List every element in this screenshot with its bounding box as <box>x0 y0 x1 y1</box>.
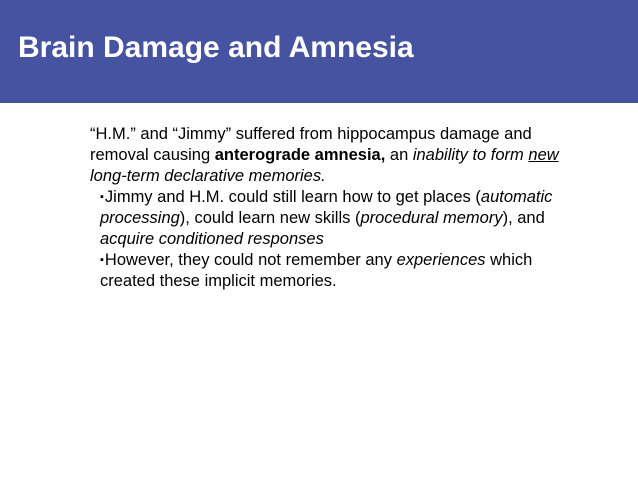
main-paragraph-italic-text-2: long-term declarative memories. <box>90 167 326 185</box>
slide-title: Brain Damage and Amnesia <box>18 31 414 64</box>
bullet2-italic-1: experiences <box>396 251 486 269</box>
square-bullet-icon: ▪ <box>100 191 104 203</box>
main-paragraph-text-2: an <box>385 146 413 164</box>
bullet1-text-2: ), could learn new skills ( <box>179 209 361 227</box>
bullet1-italic-1: automatic processing <box>100 188 553 227</box>
bullet2-text-2: which created these implicit memories. <box>100 251 533 290</box>
sub-bullet-item-2 <box>100 250 570 292</box>
main-paragraph-text-1: “H.M.” and “Jimmy” suffered from hippocampus damage and removal causing <box>90 125 532 164</box>
sub-bullet-list <box>90 187 570 292</box>
main-paragraph <box>90 124 570 187</box>
slide-content <box>90 124 570 292</box>
bullet2-text-1: However, they could not remember any <box>104 251 397 269</box>
square-bullet-icon: ▪ <box>100 254 104 266</box>
title-bar <box>0 0 638 103</box>
main-paragraph-bold: anterograde amnesia, <box>214 146 386 164</box>
main-paragraph-underline: new <box>528 146 559 164</box>
bullet1-text-3: ), and <box>502 209 545 227</box>
bullet1-text-1: Jimmy and H.M. could still learn how to get places ( <box>104 188 481 206</box>
bullet1-italic-3: acquire conditioned responses <box>100 230 324 248</box>
main-paragraph-italic-text-1: inability to form <box>412 146 529 164</box>
bullet1-italic-2: procedural memory <box>360 209 503 227</box>
sub-bullet-item-1 <box>100 187 570 250</box>
